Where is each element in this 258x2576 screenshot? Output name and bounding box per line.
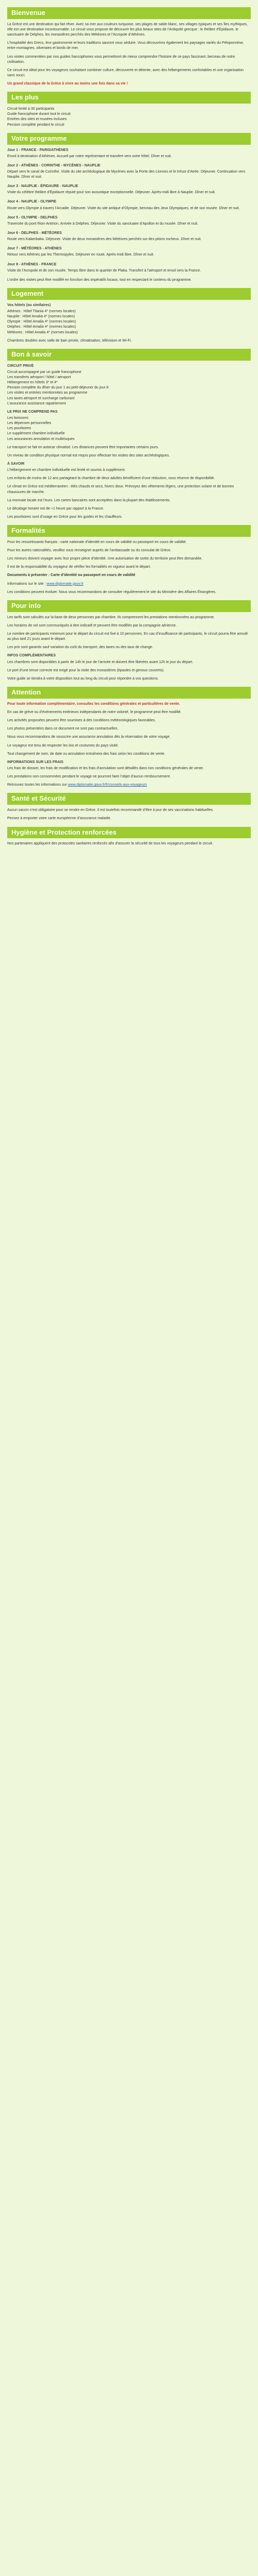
paragraph: La monnaie locale est l’euro. Les cartes bancaires sont acceptées dans la plupart des établissements. [7, 498, 171, 502]
pour-info-section [7, 615, 251, 682]
paragraph: Le climat en Grèce est méditerranéen : étés chauds et secs, hivers doux. Prévoyez des vêtements légers, une protection solaire et de bonnes chaussures de marche. [7, 485, 234, 494]
paragraph: En cas de grève ou d’événements extérieurs indépendants de notre volonté, le programme peut être modifié. [7, 710, 182, 714]
list-item: Entrées des sites et musées incluses [7, 117, 67, 122]
paragraph: Il est de la responsabilité du voyageur de vérifier les formalités en vigueur avant le départ. [7, 565, 151, 569]
list-item: Athènes : Hôtel Titania 4* (normes locales) [7, 310, 76, 314]
highlight-text: Un grand classique de la Grèce à vivre au moins une fois dans sa vie ! [7, 82, 128, 86]
formalites-section [7, 540, 251, 595]
day-title: Jour 5 - OLYMPIE - DELPHES [7, 215, 58, 219]
day-title: Jour 6 - DELPHES - MÉTÉORES [7, 231, 62, 235]
list-item: Olympie : Hôtel Amalia 4* (normes locales) [7, 320, 76, 324]
paragraph: Les prix sont garantis sauf variation du coût du transport, des taxes ou des taux de change. [7, 646, 153, 650]
paragraph: Les mineurs doivent voyager avec leur propre pièce d’identité. Une autorisation de sortie du territoire peut être demandée. [7, 557, 203, 561]
paragraph: Votre guide se tiendra à votre disposition tout au long du circuit pour répondre à vos questions. [7, 676, 159, 681]
paragraph: Pour les autres nationalités, veuillez vous renseigner auprès de l’ambassade ou du consulat de Grèce. [7, 549, 171, 553]
list-item: Les pourboires [7, 427, 31, 431]
day-text: Départ vers le canal de Corinthe. Visite du site archéologique de Mycènes avec la Porte des Lionnes et le trésor d’Atrée. Déjeuner. Continuation vers Nauplie. Dîner et nuit. [7, 170, 246, 179]
paragraph: Pour toute information complémentaire, consultez les conditions générales et particulières de vente. [7, 702, 180, 706]
logement-note: Chambres doubles avec salle de bain privée, climatisation, télévision et Wi-Fi. [7, 338, 132, 343]
list-item: Delphes : Hôtel Amalia 4* (normes locales) [7, 325, 76, 329]
section-header-bon-a-savoir: Bon à savoir [7, 349, 251, 361]
day-block [7, 184, 251, 195]
paragraph: La Grèce est une destination qui fait rêver. Avec sa mer aux couleurs turquoise, ses plages de sable blanc, ses villages typiques et ses îles mythiques, elle est une destination incontournable. Le circuit vous propose de découvrir les plus beaux sites de l’Antiquité grecque : le théâtre d’Épidaure, le sanctuaire de Delphes, les monastères perchés des Météores et l’Acropole d’Athènes. [7, 22, 248, 37]
section-header-formalites: Formalités [7, 525, 251, 537]
day-text: Visite de l’Acropole et de son musée. Temps libre dans le quartier de Plaka. Transfert à l’aéroport et envol vers la France. [7, 268, 201, 273]
paragraph: Les conditions peuvent évoluer. Nous vous recommandons de consulter régulièrement le site du Ministère des Affaires Étrangères. [7, 590, 216, 594]
paragraph: L’hospitalité des Grecs, leur gastronomie et leurs traditions sauront vous séduire. Vous découvrirez également les paysages variés du Péloponnèse, entre montagnes, oliveraies et bords de mer. [7, 41, 244, 50]
paragraph: Ce circuit est idéal pour les voyageurs souhaitant combiner culture, découverte et détente, avec des hébergements confortables et une organisation sans souci. [7, 68, 244, 77]
list-item: L’assurance assistance rapatriement [7, 401, 66, 405]
paragraph: Pensez à emporter votre carte européenne d’assurance maladie. [7, 817, 111, 821]
paragraph: Les horaires de vol sont communiqués à titre indicatif et peuvent être modifiés par la compagnie aérienne. [7, 623, 177, 628]
paragraph: Les tarifs sont calculés sur la base de deux personnes par chambre. Ils comprennent les prestations mentionnées au programme. [7, 615, 215, 619]
section-header-bienvenue: Bienvenue [7, 7, 251, 19]
paragraph: Tout changement de nom, de date ou annulation entraînera des frais selon les conditions de vente. [7, 752, 166, 756]
paragraph: Nous vous recommandons de souscrire une assurance annulation dès la réservation de votre voyage. [7, 735, 171, 739]
paragraph: Nos partenaires appliquent des protocoles sanitaires renforcés afin d’assurer la sécurité de tous les voyageurs pendant le circuit. [7, 842, 213, 846]
list-item: Les boissons [7, 416, 28, 420]
day-block [7, 163, 251, 180]
section-header-logement: Logement [7, 288, 251, 300]
list-item: Les transferts aéroport / hôtel / aéroport [7, 375, 71, 379]
paragraph: Les chambres sont disponibles à partir de 14h le jour de l’arrivée et doivent être libérées avant 12h le jour du départ. [7, 660, 194, 664]
day-text: Retour vers Athènes par les Thermopyles. Déjeuner en route. Après-midi libre. Dîner et nuit. [7, 253, 154, 257]
paragraph: Les activités proposées peuvent être soumises à des conditions météorologiques favorables. [7, 719, 156, 723]
list-item: Pension complète pendant le circuit [7, 123, 64, 127]
included-list [7, 370, 251, 406]
sante-section [7, 808, 251, 821]
subheading: INFORMATIONS SUR LES FRAIS [7, 760, 63, 764]
day-text: Route vers Olympie à travers l’Arcadie. Déjeuner. Visite du site antique d’Olympie, berceau des Jeux Olympiques, et de son musée. Dîner et nuit. [7, 206, 240, 210]
subheading: À SAVOIR [7, 462, 25, 466]
list-item: Les taxes aéroport et surcharge carburant [7, 396, 75, 400]
section-header-programme: Votre programme [7, 133, 251, 145]
day-block [7, 231, 251, 242]
paragraph [7, 582, 251, 587]
list-item: Hébergement en hôtels 3* et 4* [7, 381, 58, 385]
logement-heading: Vos hôtels (ou similaires) [7, 303, 51, 307]
section-header-les-plus: Les plus [7, 92, 251, 104]
paragraph: Le voyageur est tenu de respecter les lois et coutumes du pays visité. [7, 743, 119, 748]
logement-section [7, 303, 251, 344]
subheading: INFOS COMPLÉMENTAIRES [7, 654, 56, 658]
section-header-sante: Santé et Sécurité [7, 793, 251, 805]
link-label: Informations sur le site : [7, 582, 46, 586]
day-block [7, 199, 251, 211]
paragraph [7, 783, 251, 788]
subheading: CIRCUIT PRIVÉ [7, 364, 34, 368]
paragraph: Le transport se fait en autocar climatisé. Les distances peuvent être importantes certains jours. [7, 445, 159, 449]
paragraph: Aucun vaccin n’est obligatoire pour se rendre en Grèce. Il est toutefois recommandé d’être à jour de ses vaccinations habituelles. [7, 808, 214, 812]
subheading: LE PRIX NE COMPREND PAS [7, 410, 58, 414]
day-title: Jour 7 - MÉTÉORES - ATHÈNES [7, 247, 62, 251]
list-item: Nauplie : Hôtel Amalia 4* (normes locales) [7, 315, 75, 319]
day-text: Visite du célèbre théâtre d’Épidaure réputé pour son acoustique exceptionnelle. Déjeuner. Après-midi libre à Nauplie. Dîner et nuit. [7, 191, 216, 195]
day-text: Route vers Kalambaka. Déjeuner. Visite de deux monastères des Météores perchés sur des pitons rocheux. Dîner et nuit. [7, 238, 202, 242]
day-block [7, 215, 251, 227]
paragraph: Documents à présenter : Carte d’identité ou passeport en cours de validité [7, 573, 136, 578]
day-title: Jour 8 - ATHÈNES - FRANCE [7, 262, 57, 266]
list-item: Les assurances annulation et multirisques [7, 437, 75, 441]
bon-a-savoir-section [7, 364, 251, 520]
day-block [7, 246, 251, 258]
day-title: Jour 1 - FRANCE - PARIS/ATHÈNES [7, 148, 69, 152]
les-plus-list [7, 107, 251, 128]
list-item: Météores : Hôtel Amalia 4* (normes locales) [7, 330, 78, 334]
list-item: Guide francophone durant tout le circuit [7, 112, 71, 116]
paragraph: Les pourboires sont d’usage en Grèce pour les guides et les chauffeurs. [7, 515, 123, 519]
paragraph: Le nombre de participants minimum pour le départ du circuit est fixé à 10 personnes. En cas d’insuffisance de participants, le circuit pourra être annulé au plus tard 21 jours avant le départ. [7, 632, 248, 641]
paragraph: Les frais de dossier, les frais de modification et les frais d’annulation sont détaillés dans nos conditions générales de vente. [7, 766, 204, 770]
day-title: Jour 4 - NAUPLIE - OLYMPIE [7, 200, 57, 204]
link-label: Retrouvez toutes les informations sur [7, 783, 67, 787]
list-item: Circuit accompagné par un guide francophone [7, 370, 82, 374]
paragraph: Les visites commentées par nos guides francophones vous permettront de mieux comprendre l’histoire de ce pays fascinant, berceau de notre civilisation. [7, 55, 235, 64]
conseils-link[interactable]: www.diplomatie.gouv.fr/fr/conseils-aux-voyageurs [68, 783, 147, 787]
section-header-hygiene: Hygiène et Protection renforcées [7, 827, 251, 839]
paragraph: Le port d’une tenue correcte est exigé pour la visite des monastères (épaules et genoux couverts). [7, 668, 165, 672]
day-text: Traversée du pont Rion-Antirion. Arrivée à Delphes. Déjeuner. Visite du sanctuaire d’Apollon et du musée. Dîner et nuit. [7, 222, 199, 226]
bienvenue-section [7, 22, 251, 87]
programme-note: L’ordre des visites peut être modifié en fonction des impératifs locaux, tout en respectant le contenu du programme. [7, 278, 192, 282]
programme-section [7, 148, 251, 283]
day-block [7, 262, 251, 274]
paragraph: Le décalage horaire est de +1 heure par rapport à la France. [7, 506, 104, 511]
day-text: Envol à destination d’Athènes. Accueil par notre représentant et transfert vers votre hôtel. Dîner et nuit. [7, 154, 172, 158]
attention-section [7, 702, 251, 788]
day-block [7, 148, 251, 159]
day-title: Jour 3 - NAUPLIE - ÉPIDAURE - NAUPLIE [7, 184, 78, 189]
list-item: Pension complète du dîner du jour 1 au petit-déjeuner du jour 8 [7, 386, 109, 390]
paragraph: Un niveau de condition physique normal est requis pour effectuer les visites des sites archéologiques. [7, 453, 170, 457]
paragraph: Les prestations non consommées pendant le voyage ne pourront faire l’objet d’aucun remboursement. [7, 775, 171, 779]
list-item: Les dépenses personnelles [7, 421, 52, 426]
diplomatie-link[interactable]: www.diplomatie.gouv.fr [46, 582, 84, 586]
section-header-pour-info: Pour info [7, 600, 251, 612]
paragraph: Les photos présentées dans ce document ne sont pas contractuelles. [7, 727, 119, 731]
list-item: Circuit limité à 30 participants [7, 107, 55, 111]
excluded-list [7, 416, 251, 442]
hotel-list [7, 309, 251, 335]
paragraph: L’hébergement en chambre individuelle est limité et soumis à supplément. [7, 468, 126, 472]
section-header-attention: Attention [7, 687, 251, 699]
paragraph: Les enfants de moins de 12 ans partageant la chambre de deux adultes bénéficient d’une réduction, sous réserve de disponibilité. [7, 477, 215, 481]
list-item: Les visites et entrées mentionnées au programme [7, 391, 88, 395]
page [7, 0, 251, 847]
hygiene-section [7, 841, 251, 846]
day-title: Jour 2 - ATHÈNES - CORINTHE - MYCÈNES - NAUPLIE [7, 163, 101, 167]
list-item: Le supplément chambre individuelle [7, 432, 65, 436]
paragraph: Pour les ressortissants français : carte nationale d’identité en cours de validité ou passeport en cours de validité. [7, 540, 187, 544]
